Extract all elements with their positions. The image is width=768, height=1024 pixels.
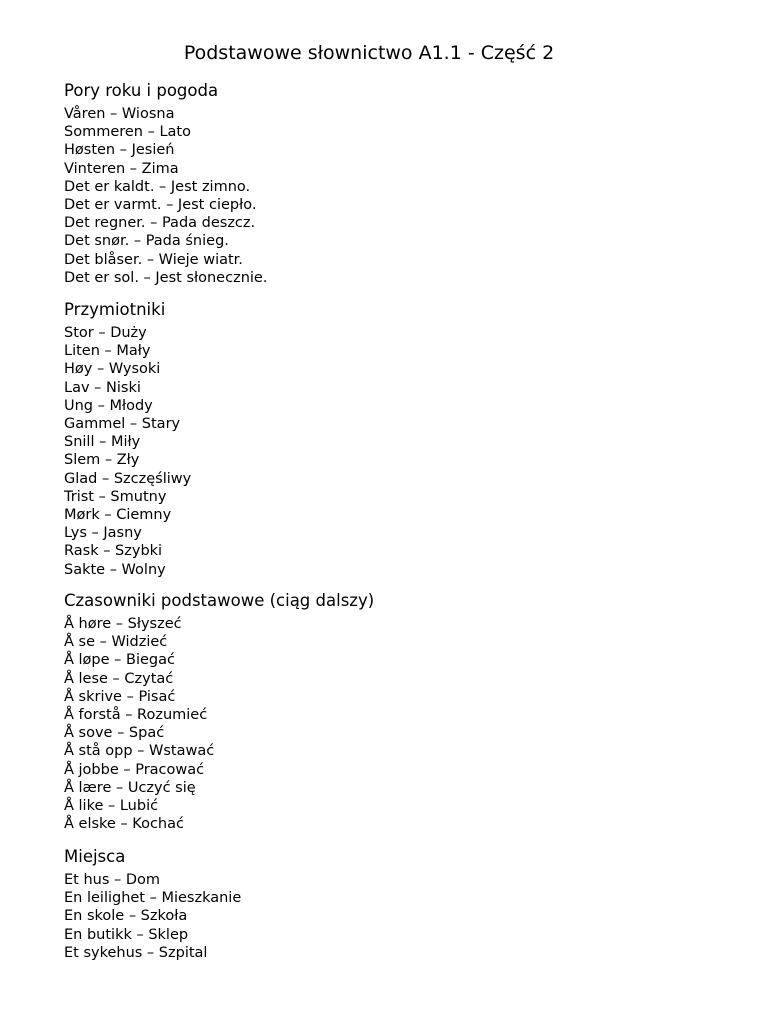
section-places <box>64 846 724 962</box>
section-heading: Czasowniki podstawowe (ciąg dalszy) <box>64 591 375 610</box>
vocab-item: Det regner. – Pada deszcz. <box>64 215 256 232</box>
section-heading: Pory roku i pogoda <box>64 81 219 100</box>
vocab-item: Et hus – Dom <box>64 872 161 888</box>
vocab-item: Rask – Szybki <box>64 543 163 560</box>
page-title: Podstawowe słownictwo A1.1 - Część 2 <box>183 42 555 64</box>
vocab-item: Sakte – Wolny <box>64 561 166 578</box>
vocab-item: Våren – Wiosna <box>64 106 175 122</box>
vocab-item: Sommeren – Lato <box>64 124 191 141</box>
section-heading: Miejsca <box>64 847 126 866</box>
vocab-item: Gammel – Stary <box>64 416 181 433</box>
vocab-item: Det blåser. – Wieje wiatr. <box>64 251 243 268</box>
section-heading: Przymiotniki <box>64 300 166 319</box>
vocab-item: Å skrive – Pisać <box>64 688 176 705</box>
vocab-item: Å sove – Spać <box>64 725 165 742</box>
section-adjectives <box>64 299 724 579</box>
vocab-item: Høy – Wysoki <box>64 361 161 378</box>
vocab-item: Å lære – Uczyć się <box>64 779 196 796</box>
vocab-item: Det snør. – Pada śnieg. <box>64 233 229 250</box>
vocab-item: Å løpe – Biegać <box>64 652 175 669</box>
vocab-item: Å se – Widzieć <box>64 634 168 651</box>
vocab-item: En skole – Szkoła <box>64 908 188 925</box>
vocab-item: Det er sol. – Jest słonecznie. <box>64 269 268 286</box>
vocab-item: Slem – Zły <box>64 452 140 469</box>
vocab-item: Snill – Miły <box>64 434 141 451</box>
vocab-item: En leilighet – Mieszkanie <box>64 890 242 907</box>
vocab-item: Det er kaldt. – Jest zimno. <box>64 178 251 195</box>
vocab-list <box>64 871 724 962</box>
vocab-list <box>64 105 724 287</box>
vocab-item: Å høre – Słyszeć <box>64 616 182 632</box>
vocab-item: Mørk – Ciemny <box>64 507 172 524</box>
vocab-list <box>64 615 724 833</box>
section-verbs <box>64 590 724 833</box>
vocab-list <box>64 324 724 579</box>
vocab-item: Ung – Młody <box>64 397 153 414</box>
vocab-item: Det er varmt. – Jest ciepło. <box>64 197 257 214</box>
vocab-item: Å like – Lubić <box>64 798 159 815</box>
vocab-item: Trist – Smutny <box>64 488 167 505</box>
vocab-item: Et sykehus – Szpital <box>64 944 208 961</box>
vocab-item: Å elske – Kochać <box>64 816 184 833</box>
vocab-item: Høsten – Jesień <box>64 142 175 159</box>
vocab-item: En butikk – Sklep <box>64 926 189 943</box>
vocab-item: Stor – Duży <box>64 325 147 341</box>
vocab-item: Glad – Szczęśliwy <box>64 470 192 487</box>
vocab-item: Å stå opp – Wstawać <box>64 743 215 760</box>
vocab-item: Å forstå – Rozumieć <box>64 707 208 724</box>
vocab-item: Å lese – Czytać <box>64 670 174 687</box>
vocab-item: Vinteren – Zima <box>64 160 179 177</box>
vocab-item: Liten – Mały <box>64 343 151 360</box>
vocab-item: Lav – Niski <box>64 379 141 396</box>
vocab-item: Å jobbe – Pracować <box>64 761 205 778</box>
vocab-item: Lys – Jasny <box>64 525 142 542</box>
section-seasons-weather <box>64 80 724 287</box>
